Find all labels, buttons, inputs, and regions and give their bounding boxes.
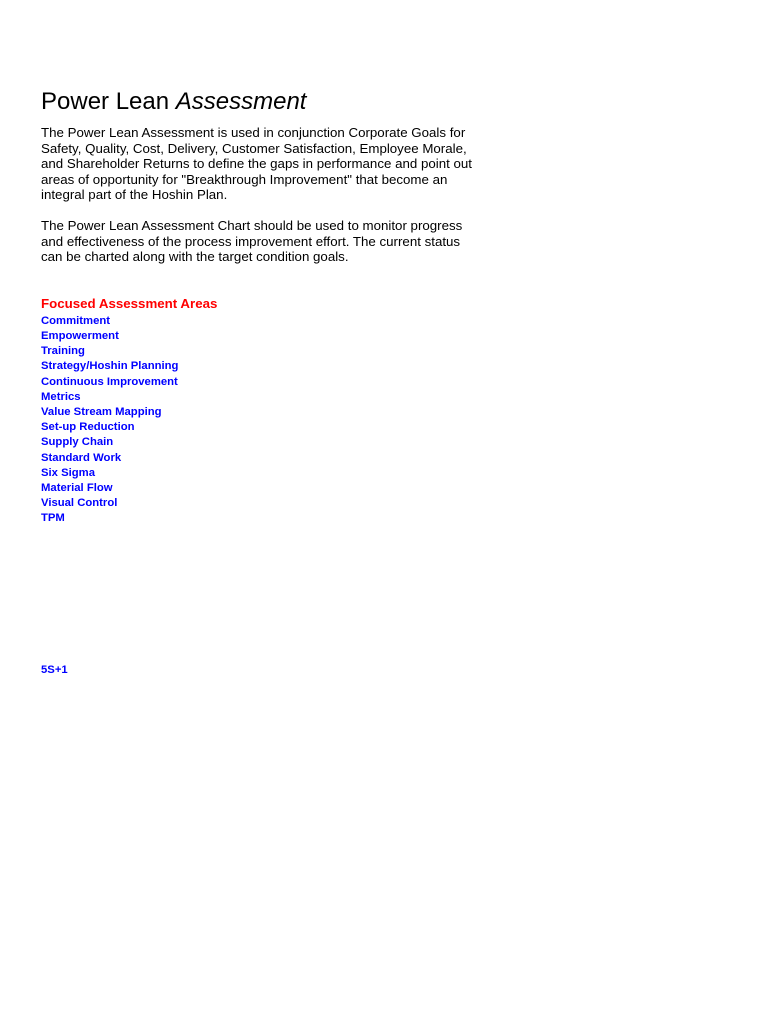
focus-area-item: Strategy/Hoshin Planning: [41, 360, 179, 373]
paragraph-line: and Shareholder Returns to define the gaps in performance and point out: [41, 156, 472, 172]
focus-areas-heading: Focused Assessment Areas: [41, 295, 218, 311]
focus-area-item: Commitment: [41, 314, 111, 327]
title-main: Power Lean: [41, 88, 170, 115]
paragraph-line: integral part of the Hoshin Plan.: [41, 187, 228, 203]
focus-area-item: Set-up Reduction: [41, 421, 135, 434]
focus-area-item: Standard Work: [41, 451, 122, 464]
paragraph-line: The Power Lean Assessment Chart should be used to monitor progress: [41, 217, 463, 233]
page-title: [41, 86, 501, 118]
focus-area-extra-item: 5S+1: [41, 664, 68, 676]
document-body: [41, 86, 501, 527]
intro-paragraph: [41, 125, 501, 203]
focus-area-item: TPM: [41, 512, 65, 525]
focus-area-item: Empowerment: [41, 329, 119, 342]
paragraph-line: areas of opportunity for "Breakthrough Improvement" that become an: [41, 171, 448, 187]
paragraph-line: and effectiveness of the process improvement effort. The current status: [41, 233, 461, 249]
focus-area-item: Six Sigma: [41, 466, 95, 479]
focus-area-item: Training: [41, 345, 85, 358]
focus-areas-list: [41, 314, 501, 527]
focus-area-item: Metrics: [41, 390, 81, 403]
focus-area-item: Material Flow: [41, 481, 113, 494]
title-emphasis: Assessment: [175, 88, 307, 115]
paragraph-line: Safety, Quality, Cost, Delivery, Customer Satisfaction, Employee Morale,: [41, 140, 467, 156]
paragraph-line: The Power Lean Assessment is used in conjunction Corporate Goals for: [41, 125, 466, 140]
focus-area-item: Value Stream Mapping: [41, 405, 162, 418]
focus-area-item: Continuous Improvement: [41, 375, 178, 388]
paragraph-line: can be charted along with the target condition goals.: [41, 249, 349, 265]
chart-usage-paragraph: [41, 218, 501, 265]
focus-area-item: Supply Chain: [41, 436, 114, 449]
focus-area-item: Visual Control: [41, 497, 118, 510]
